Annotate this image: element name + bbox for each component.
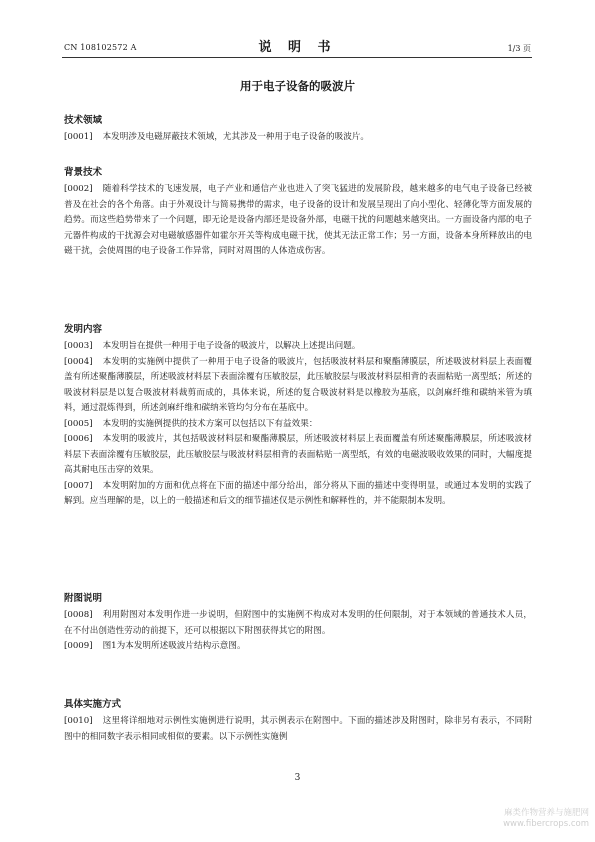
paragraph-text: 利用附图对本发明作进一步说明，但附图中的实施例不构成对本发明的任何限制，对于本领域的普通技术人员，在不付出创造性劳动的前提下，还可以根据以下附图获得其它的附图。: [64, 610, 532, 636]
section-summary: [64, 321, 532, 510]
paragraph: [64, 130, 532, 146]
paragraph-number: [0001]: [64, 132, 93, 142]
paragraph-text: 本发明附加的方面和优点将在下面的描述中部分给出，部分将从下面的描述中变得明显，或通过本发明的实践了解到。应当理解的是，以上的一般描述和后文的细节描述仅是示例性和解释性的，并不能限制本发明。: [64, 480, 532, 506]
paragraph-number: [0002]: [64, 184, 93, 194]
publication-number: CN 108102572 A: [64, 43, 137, 52]
paragraph-text: 本发明的吸波片，其包括吸波材料层和聚酯薄膜层，所述吸波材料层上表面覆盖有所述聚酯薄膜层，所述吸波材料层下表面涂覆有压敏胶层，此压敏胶层与吸波材料层相背的表面粘贴一离型纸，有效的电磁波吸收效果的同时，大幅度提高其耐电压击穿的效果。: [64, 434, 532, 475]
paragraph-number: [0003]: [64, 341, 93, 351]
paragraph: [64, 608, 532, 639]
section-heading: 附图说明: [64, 593, 103, 604]
site-watermark: [503, 808, 589, 830]
section-embodiments: [64, 696, 532, 745]
watermark-line: 麻类作物营养与施肥网: [503, 808, 589, 818]
paragraph-number: [0005]: [64, 418, 93, 429]
paragraph-number: [0010]: [64, 716, 93, 726]
section-heading: 具体实施方式: [64, 699, 122, 710]
paragraph-number: [0008]: [64, 610, 93, 620]
paragraph-number: [0009]: [64, 641, 93, 651]
paragraph: [64, 417, 532, 433]
paragraph: [64, 479, 532, 510]
paragraph-text: 本发明涉及电磁屏蔽技术领域，尤其涉及一种用于电子设备的吸波片。: [102, 132, 369, 142]
page-number: 3: [294, 773, 301, 783]
document-title: 用于电子设备的吸波片: [240, 79, 355, 93]
section-technical-field: [64, 112, 532, 146]
paragraph-text: 这里将详细地对示例性实施例进行说明，其示例表示在附图中。下面的描述涉及附图时，除非另有表示，不同附图中的相同数字表示相同或相似的要素。以下示例性实施例: [64, 716, 532, 742]
header-divider: [62, 57, 532, 58]
paragraph: [64, 639, 532, 655]
page-count: 1/3 页: [507, 44, 531, 53]
paragraph-text: 图1为本发明所述吸波片结构示意图。: [102, 641, 246, 651]
paragraph: [64, 182, 532, 260]
document-type-heading: 说 明 书: [258, 40, 337, 55]
section-heading: 技术领域: [64, 115, 103, 126]
section-heading: 发明内容: [64, 324, 103, 335]
paragraph-number: [0007]: [64, 480, 93, 491]
watermark-line: www.fibercrops.com: [503, 819, 589, 829]
paragraph-text: 本发明旨在提供一种用于电子设备的吸波片，以解决上述提出问题。: [102, 341, 361, 351]
paragraph: [64, 339, 532, 355]
section-background: [64, 164, 532, 260]
paragraph-text: 随着科学技术的飞速发展，电子产业和通信产业也进入了突飞猛进的发展阶段，越来越多的电气电子设备已经被普及在社会的各个角落。由于外观设计与简易携带的需求，电子设备的设计和发展呈现出了向小型化、轻薄化等方面发展的趋势。而这些趋势带来了一个问题，即无论是设备内部还是设备外部，电磁干扰的问题越来越突出。一方面设备内部的电子元器件构成的干扰源会对电磁敏感器件如霍尔开关等构成电磁干扰，使其无法正常工作；另一方面，设备本身所释放出的电磁干扰，会使周围的电子设备工作异常，同时对周围的人体造成伤害。: [64, 184, 532, 256]
paragraph-number: [0004]: [64, 356, 93, 367]
paragraph-number: [0006]: [64, 434, 93, 444]
section-heading: 背景技术: [64, 167, 103, 178]
paragraph-text: 本发明的实施例中提供了一种用于电子设备的吸波片，包括吸波材料层和聚酯薄膜层，所述吸波材料层上表面覆盖有所述聚酯薄膜层，所述吸波材料层下表面涂覆有压敏胶层，此压敏胶层与吸波材料层相背的表面粘贴一离型纸；所述的吸波材料层是以复合吸波材料裁剪而成的，具体来说，所述的复合吸波材料是以橡胶为基底，以剑麻纤维和碳纳米管为填料，通过混炼得到，所述剑麻纤维和碳纳米管均匀分布在基底中。: [64, 356, 532, 413]
paragraph: [64, 355, 532, 417]
paragraph: [64, 432, 532, 479]
section-drawings: [64, 590, 532, 655]
paragraph-text: 本发明的实施例提供的技术方案可以包括以下有益效果：: [102, 418, 318, 429]
paragraph: [64, 714, 532, 745]
